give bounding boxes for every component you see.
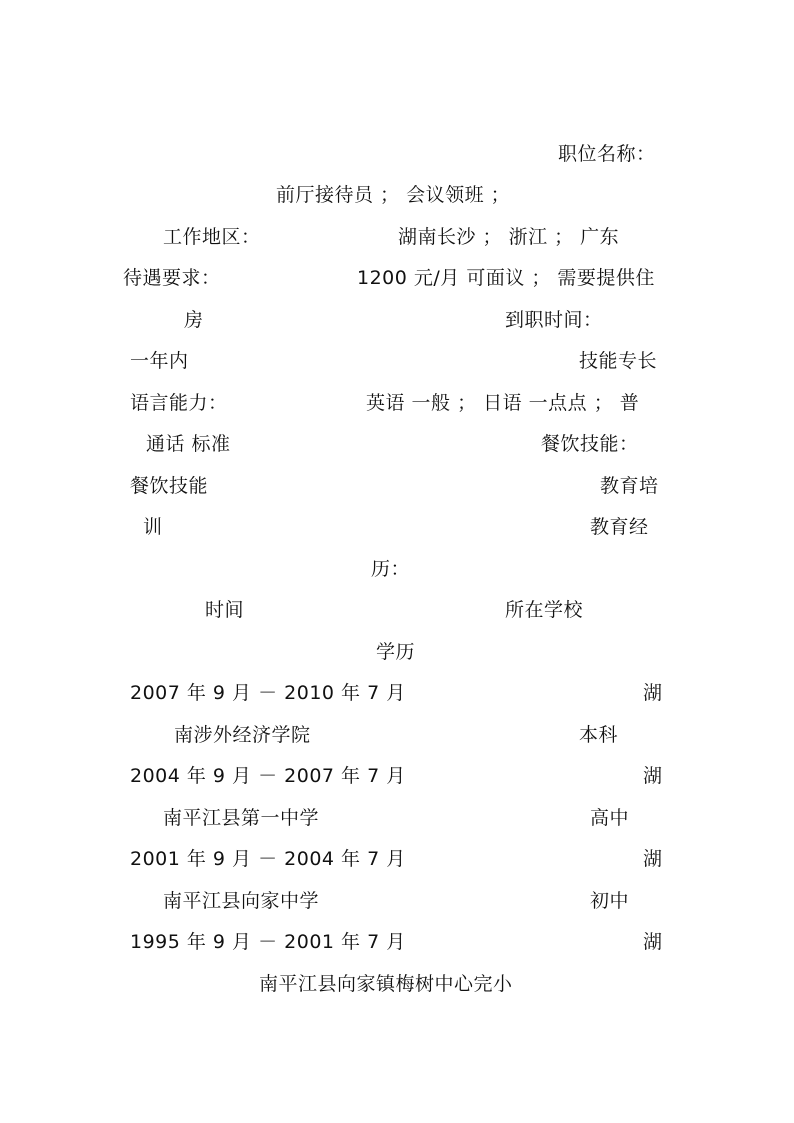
edu-row-1-school: 南涉外经济学院	[174, 724, 311, 746]
edu-row-4-school: 南平江县向家镇梅树中心完小	[259, 973, 513, 995]
skills-label: 技能专长	[579, 350, 658, 372]
edu-row-4-period: 1995 年 9 月 － 2001 年 7 月	[130, 931, 406, 953]
position-label: 职位名称：	[558, 143, 656, 165]
header-time: 时间	[205, 599, 245, 621]
area-label: 工作地区：	[163, 226, 261, 248]
edu-row-2-school: 南平江县第一中学	[163, 807, 320, 829]
header-degree: 学历	[376, 641, 416, 663]
salary-value-line2: 房	[184, 309, 204, 331]
training-label-line2: 训	[143, 516, 163, 538]
edu-row-4-school-head: 湖	[643, 931, 663, 953]
edu-row-3-period: 2001 年 9 月 － 2004 年 7 月	[130, 848, 406, 870]
area-value: 湖南长沙 ； 浙江 ； 广东	[398, 226, 620, 248]
salary-label: 待遇要求：	[123, 267, 221, 289]
edu-row-3-degree: 初中	[590, 890, 630, 912]
edu-row-2-school-head: 湖	[643, 765, 663, 787]
edu-row-3-school-head: 湖	[643, 848, 663, 870]
edu-row-1-degree: 本科	[579, 724, 619, 746]
edu-row-1-period: 2007 年 9 月 － 2010 年 7 月	[130, 682, 406, 704]
start-value: 一年内	[130, 350, 189, 372]
training-label-line1: 教育培	[600, 475, 659, 497]
edu-row-3-school: 南平江县向家中学	[163, 890, 320, 912]
language-value-line1: 英语 一般 ； 日语 一点点 ； 普	[366, 392, 640, 414]
salary-value-line1: 1200 元/月 可面议 ； 需要提供住	[357, 267, 655, 289]
catering-value: 餐饮技能	[130, 475, 209, 497]
edu-row-1-school-head: 湖	[643, 682, 663, 704]
education-label-line1: 教育经	[590, 516, 649, 538]
position-value: 前厅接待员 ； 会议领班 ；	[276, 184, 511, 206]
catering-label: 餐饮技能：	[541, 433, 639, 455]
language-value-line2: 通话 标准	[146, 433, 231, 455]
language-label: 语言能力：	[130, 392, 228, 414]
header-school: 所在学校	[505, 599, 584, 621]
start-label: 到职时间：	[505, 309, 603, 331]
education-label-line2: 历：	[371, 558, 411, 580]
edu-row-2-degree: 高中	[590, 807, 630, 829]
edu-row-2-period: 2004 年 9 月 － 2007 年 7 月	[130, 765, 406, 787]
